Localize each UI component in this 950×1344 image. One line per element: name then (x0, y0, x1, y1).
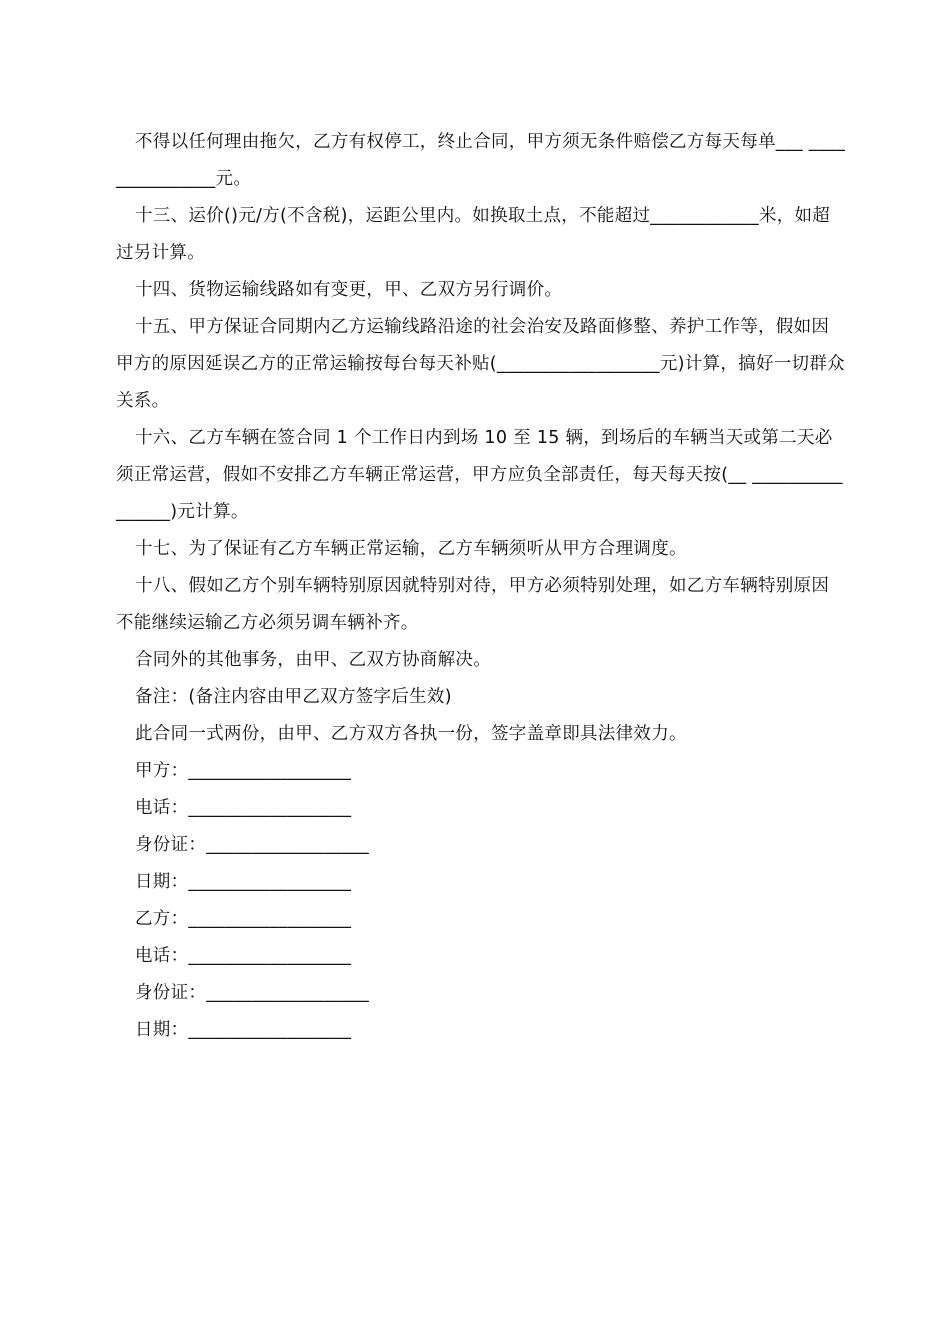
clause-13-freight-rate: 十三、运价()元/方(不含税)，运距公里内。如换取土点，不能超过____________米，如超过另计算。 (116, 206, 831, 263)
party-a-id-line: 身份证：__________________ (135, 835, 370, 855)
party-b-phone-line: 电话：__________________ (135, 946, 352, 966)
party-a-date-line: 日期：__________________ (135, 872, 352, 892)
party-b-id-line: 身份证：__________________ (135, 983, 370, 1003)
party-a-signature-line: 甲方：__________________ (135, 761, 352, 781)
clause-17-dispatch: 十七、为了保证有乙方车辆正常运输，乙方车辆须听从甲方合理调度。 (135, 539, 687, 559)
party-b-date-line: 日期：__________________ (135, 1020, 352, 1040)
party-a-phone-line: 电话：__________________ (135, 798, 352, 818)
clause-payment-continuation: 不得以任何理由拖欠，乙方有权停工，终止合同，甲方须无条件赔偿乙方每天每单___ _______________元。 (116, 132, 846, 189)
other-matters: 合同外的其他事务，由甲、乙双方协商解决。 (135, 650, 491, 670)
copies-statement: 此合同一式两份，由甲、乙方双方各执一份，签字盖章即具法律效力。 (135, 724, 687, 744)
clause-18-special-cases: 十八、假如乙方个别车辆特别原因就特别对待，甲方必须特别处理，如乙方车辆特别原因不能继续运输乙方必须另调车辆补齐。 (116, 576, 830, 633)
clause-15-route-security: 十五、甲方保证合同期内乙方运输线路沿途的社会治安及路面修整、养护工作等，假如因甲方的原因延误乙方的正常运输按每台每天补贴(__________________元)计算，搞好一切群众关系。 (116, 317, 845, 411)
remarks: 备注：(备注内容由甲乙双方签字后生效) (135, 687, 452, 707)
clause-14-route-change: 十四、货物运输线路如有变更，甲、乙双方另行调价。 (135, 280, 563, 300)
party-b-signature-line: 乙方：__________________ (135, 909, 352, 929)
contract-body (116, 124, 846, 1049)
clause-16-vehicle-arrival: 十六、乙方车辆在签合同 1 个工作日内到场 10 至 15 辆，到场后的车辆当天或第二天必须正常运营，假如不安排乙方车辆正常运营，甲方应负全部责任，每天每天按(__ ________________)元计算。 (116, 428, 843, 522)
